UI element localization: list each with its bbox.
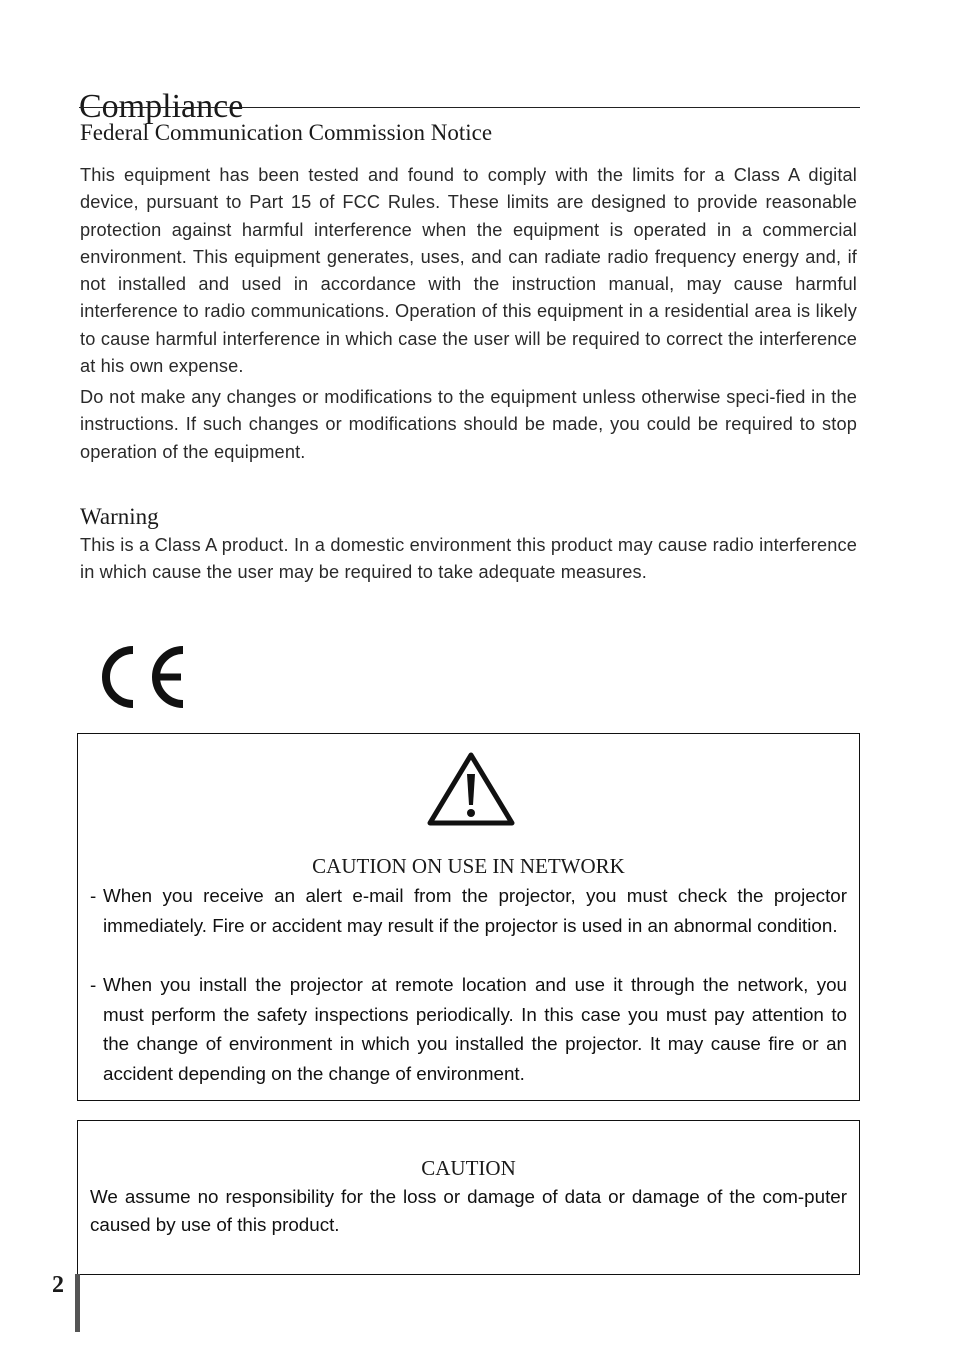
- list-dash: -: [90, 885, 97, 906]
- fcc-paragraph-2: Do not make any changes or modifications to the equipment unless otherwise speci-fied in the instructions. If such changes or modifications should be made, you could be required to stop operation of the equipment.: [80, 387, 857, 462]
- warning-triangle-icon: [426, 750, 516, 828]
- data-caution-title: CAUTION: [421, 1156, 516, 1180]
- page-number: 2: [52, 1272, 64, 1298]
- list-item-text: When you receive an alert e-mail from the projector, you must check the projector immediately. Fire or accident may result if the projector is used in an abnormal condition.: [103, 885, 847, 936]
- page-edge-bar: [75, 1274, 80, 1332]
- fcc-paragraph-1: This equipment has been tested and found to comply with the limits for a Class A digital device, pursuant to Part 15 of FCC Rules. These limits are designed to provide reasonable protection against harmful interference when the equipment is operated in a commercial environment. This equipment generates, uses, and can radiate radio frequency energy and, if not installed and used in accordance with the instruction manual, may cause harmful interference to radio communications. Operation of this equipment in a residential area is likely to cause harmful interference in which case the user will be required to correct the interference at his own expense.: [80, 165, 857, 377]
- list-item: [90, 970, 847, 1088]
- data-caution-text: We assume no responsibility for the loss or damage of data or damage of the com-puter caused by use of this product.: [90, 1186, 847, 1235]
- warning-text: This is a Class A product. In a domestic environment this product may cause radio interference in which cause the user may be required to take adequate measures.: [80, 535, 857, 583]
- data-caution-box: [77, 1120, 860, 1275]
- list-item-text: When you install the projector at remote location and use it through the network, you must perform the safety inspections periodically. In this case you must pay attention to the change of environment in which you installed the projector. It may cause fire or an accident depending on the change of environment.: [103, 974, 847, 1084]
- list-item: [90, 881, 847, 940]
- list-dash: -: [90, 974, 97, 995]
- warning-heading: Warning: [80, 504, 159, 529]
- ce-mark-icon: [97, 644, 189, 710]
- title-divider: [79, 107, 860, 108]
- network-caution-box: [77, 733, 860, 1101]
- network-caution-title: CAUTION ON USE IN NETWORK: [312, 854, 625, 878]
- fcc-notice-heading: Federal Communication Commission Notice: [80, 120, 493, 145]
- page-title: Compliance: [79, 87, 244, 125]
